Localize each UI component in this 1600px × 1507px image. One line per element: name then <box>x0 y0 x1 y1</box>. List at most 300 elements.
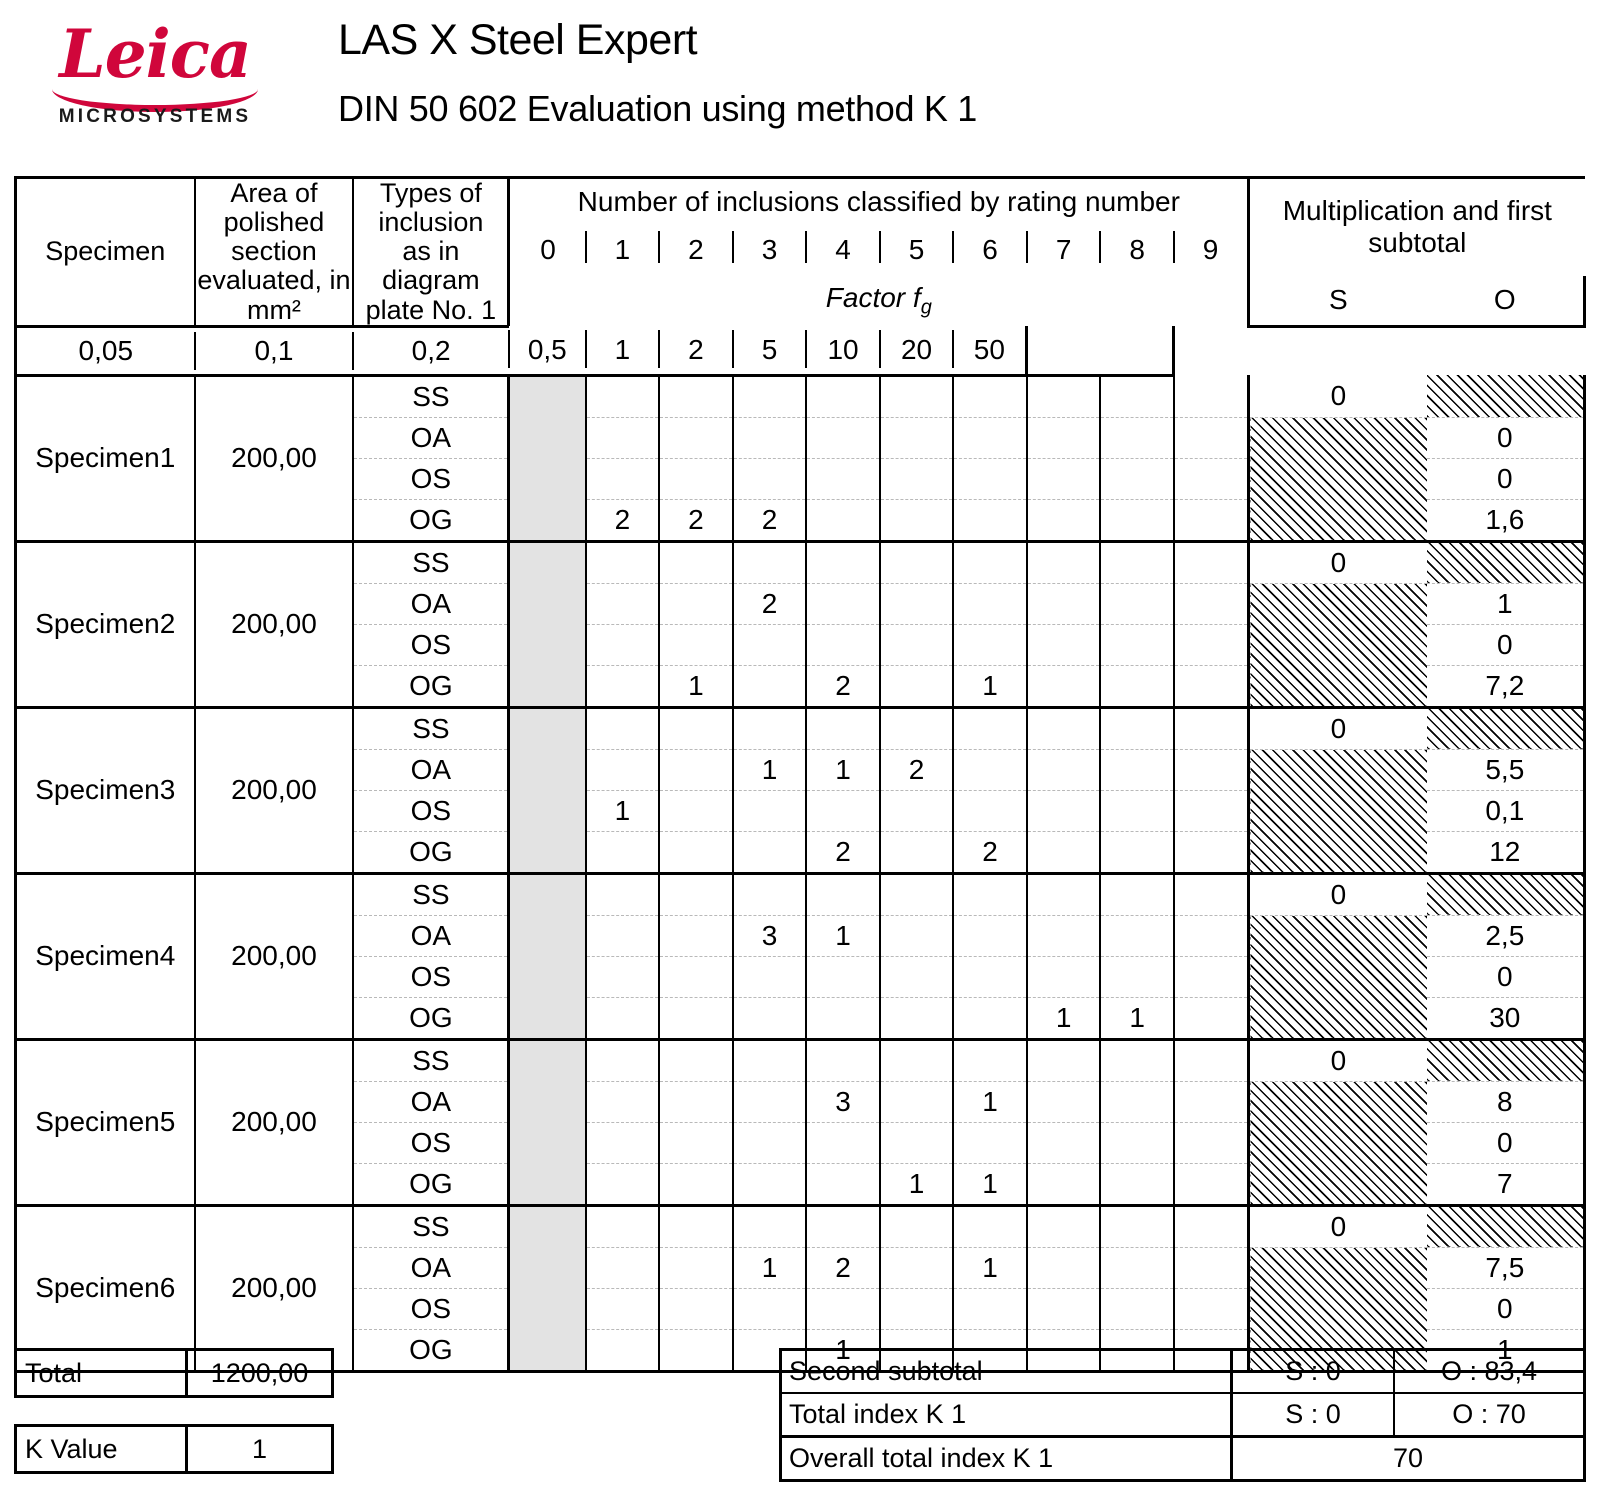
area-line-3: evaluated, in <box>197 265 351 296</box>
types-line-3: diagram <box>382 265 480 296</box>
inclusion-count-cell <box>509 956 586 997</box>
inclusion-count-cell <box>586 1039 660 1081</box>
total-label: Total <box>17 1351 188 1395</box>
inclusion-type-label: OG <box>353 665 509 707</box>
specimen-o-subtotal: 5,5 <box>1427 749 1585 790</box>
inclusion-count-cell <box>733 1205 807 1247</box>
inclusion-count-cell <box>659 707 733 749</box>
inclusion-count-cell <box>1100 956 1174 997</box>
factor-value-9: 50 <box>953 326 1027 375</box>
inclusion-count-cell <box>880 707 954 749</box>
inclusion-count-cell <box>880 831 954 873</box>
area-line-4: mm² <box>246 294 301 325</box>
inclusion-count-cell <box>659 790 733 831</box>
inclusion-count-cell <box>1100 458 1174 499</box>
inclusion-count-cell <box>1027 831 1101 873</box>
factor-values-row <box>16 326 1585 375</box>
inclusion-count-cell <box>509 1247 586 1288</box>
table-row <box>16 541 1585 583</box>
inclusion-count-cell <box>1174 749 1249 790</box>
inclusion-count-cell <box>1027 541 1101 583</box>
inclusion-count-cell <box>1100 707 1174 749</box>
factor-value-1: 0,1 <box>195 326 354 375</box>
inclusion-type-label: OS <box>353 956 509 997</box>
specimen-s-subtotal: 0 <box>1249 707 1427 749</box>
inclusion-type-label: OG <box>353 1163 509 1205</box>
rating-number-8: 8 <box>1100 225 1174 276</box>
specimen-area: 200,00 <box>195 1205 354 1371</box>
inclusion-count-cell: 2 <box>953 831 1027 873</box>
specimen-s-hatched-area <box>1249 1081 1427 1205</box>
col-header-area <box>195 178 354 327</box>
inclusion-type-label: OS <box>353 1122 509 1163</box>
inclusion-count-cell <box>1174 1205 1249 1247</box>
inclusion-count-cell <box>953 997 1027 1039</box>
inclusion-count-cell <box>509 790 586 831</box>
summary-row-total-index <box>782 1394 1583 1438</box>
inclusion-count-cell <box>509 624 586 665</box>
inclusion-count-cell: 3 <box>733 915 807 956</box>
inclusion-count-cell <box>509 749 586 790</box>
inclusion-count-cell <box>1027 417 1101 458</box>
inclusion-count-cell <box>1100 1247 1174 1288</box>
inclusion-type-label: OA <box>353 915 509 956</box>
inclusion-count-cell <box>880 1122 954 1163</box>
inclusion-count-cell <box>509 1205 586 1247</box>
inclusion-count-cell: 1 <box>733 1247 807 1288</box>
overall-index-value: 70 <box>1392 1443 1424 1473</box>
inclusion-count-cell <box>509 1081 586 1122</box>
inclusion-count-cell <box>586 1247 660 1288</box>
inclusion-count-cell <box>659 541 733 583</box>
mult-s-spacer <box>1027 326 1101 375</box>
inclusion-count-cell <box>1100 541 1174 583</box>
inclusion-type-label: OA <box>353 1247 509 1288</box>
factor-value-3: 0,5 <box>509 326 586 375</box>
inclusion-count-cell <box>733 790 807 831</box>
inclusion-count-cell: 1 <box>586 790 660 831</box>
page-title: LAS X Steel Expert <box>338 16 698 64</box>
specimen-o-subtotal: 0 <box>1427 956 1585 997</box>
inclusion-count-cell <box>1174 665 1249 707</box>
inclusion-count-cell <box>1174 458 1249 499</box>
inclusion-count-cell <box>586 665 660 707</box>
second-subtotal-label: Second subtotal <box>782 1351 1233 1392</box>
factor-header-subscript: g <box>920 296 932 319</box>
inclusion-count-cell <box>659 997 733 1039</box>
inclusion-count-cell <box>880 417 954 458</box>
area-line-0: Area of <box>230 178 318 208</box>
specimen-o-subtotal: 7,2 <box>1427 665 1585 707</box>
inclusion-count-cell <box>953 458 1027 499</box>
inclusion-count-cell <box>953 624 1027 665</box>
inclusion-count-cell <box>586 831 660 873</box>
specimen-o-subtotal: 8 <box>1427 1081 1585 1122</box>
inclusion-count-cell <box>953 1122 1027 1163</box>
header-row-group <box>16 178 1585 226</box>
specimen-name: Specimen2 <box>16 541 195 707</box>
inclusion-count-cell <box>1027 956 1101 997</box>
inclusion-count-cell <box>806 417 880 458</box>
inclusion-count-cell: 2 <box>586 499 660 541</box>
specimen-o-subtotal: 0 <box>1427 417 1585 458</box>
inclusion-count-cell: 2 <box>733 499 807 541</box>
inclusion-count-cell <box>953 915 1027 956</box>
inclusion-count-cell <box>509 417 586 458</box>
rating-number-3: 3 <box>733 225 807 276</box>
factor-value-6: 5 <box>733 326 807 375</box>
inclusion-count-cell <box>1027 873 1101 915</box>
inclusion-count-cell <box>659 1122 733 1163</box>
inclusion-type-label: SS <box>353 707 509 749</box>
inclusion-count-cell <box>953 583 1027 624</box>
inclusion-count-cell <box>509 375 586 417</box>
inclusion-count-cell <box>1174 583 1249 624</box>
inclusion-count-cell <box>806 997 880 1039</box>
kvalue-row <box>14 1424 334 1474</box>
inclusion-count-cell <box>806 458 880 499</box>
table-row <box>16 707 1585 749</box>
leica-logo <box>40 8 270 138</box>
inclusion-type-label: SS <box>353 375 509 417</box>
inclusion-count-cell <box>586 915 660 956</box>
inclusion-count-cell <box>1100 499 1174 541</box>
inclusion-count-cell <box>1027 707 1101 749</box>
summary-row-overall-index <box>782 1438 1583 1479</box>
specimen-o-hatched-cell <box>1427 873 1585 915</box>
inclusion-count-cell <box>509 997 586 1039</box>
inclusion-count-cell <box>953 499 1027 541</box>
rating-number-1: 1 <box>586 225 660 276</box>
inclusion-count-cell <box>1174 831 1249 873</box>
leica-microsystems-text: MICROSYSTEMS <box>58 106 252 127</box>
specimen-s-hatched-area <box>1249 749 1427 873</box>
inclusion-count-cell <box>880 375 954 417</box>
inclusion-count-cell <box>953 956 1027 997</box>
inclusion-count-cell: 2 <box>806 1247 880 1288</box>
specimen-o-hatched-cell <box>1427 375 1585 417</box>
specimen-o-hatched-cell <box>1427 1205 1585 1247</box>
inclusion-count-cell <box>1100 1039 1174 1081</box>
table-body <box>16 178 1585 1372</box>
inclusion-count-cell <box>509 1122 586 1163</box>
total-row <box>14 1348 334 1398</box>
inclusion-count-cell <box>509 1163 586 1205</box>
inclusion-count-cell <box>659 583 733 624</box>
inclusion-count-cell <box>509 873 586 915</box>
inclusion-count-cell <box>659 417 733 458</box>
inclusion-count-cell: 1 <box>953 665 1027 707</box>
inclusion-count-cell <box>659 1081 733 1122</box>
inclusion-count-cell <box>586 749 660 790</box>
inclusion-count-cell: 1 <box>806 749 880 790</box>
inclusion-type-label: OG <box>353 499 509 541</box>
inclusion-count-cell <box>733 707 807 749</box>
specimen-s-subtotal: 0 <box>1249 375 1427 417</box>
table-row <box>16 375 1585 417</box>
inclusion-count-cell <box>586 624 660 665</box>
specimen-o-hatched-cell <box>1427 707 1585 749</box>
inclusion-count-cell <box>509 707 586 749</box>
specimen-o-subtotal: 0 <box>1427 624 1585 665</box>
inclusion-count-cell <box>1027 790 1101 831</box>
inclusion-type-label: SS <box>353 1039 509 1081</box>
total-index-label: Total index K 1 <box>782 1394 1233 1435</box>
inclusion-count-cell <box>733 375 807 417</box>
inclusion-count-cell <box>953 375 1027 417</box>
specimen-s-subtotal: 0 <box>1249 873 1427 915</box>
inclusion-count-cell <box>1100 790 1174 831</box>
inclusion-count-cell <box>1100 915 1174 956</box>
inclusion-count-cell <box>806 1122 880 1163</box>
specimen-name: Specimen3 <box>16 707 195 873</box>
inclusion-count-cell <box>1174 1081 1249 1122</box>
inclusion-count-cell: 1 <box>953 1163 1027 1205</box>
inclusion-count-cell <box>659 831 733 873</box>
inclusion-count-cell <box>659 1163 733 1205</box>
inclusion-count-cell <box>1027 375 1101 417</box>
inclusion-type-label: OA <box>353 1081 509 1122</box>
inclusion-count-cell <box>880 458 954 499</box>
specimen-o-hatched-cell <box>1427 541 1585 583</box>
col-header-specimen: Specimen <box>16 178 195 327</box>
inclusion-count-cell <box>806 1288 880 1329</box>
inclusion-count-cell <box>1027 1288 1101 1329</box>
inclusion-count-cell <box>1174 1039 1249 1081</box>
specimen-o-subtotal: 1 <box>1427 1329 1585 1371</box>
inclusion-type-label: OS <box>353 790 509 831</box>
inclusion-count-cell <box>1027 1039 1101 1081</box>
inclusion-count-cell <box>880 1039 954 1081</box>
inclusion-count-cell <box>806 583 880 624</box>
inclusion-count-cell <box>509 831 586 873</box>
inclusion-count-cell: 1 <box>880 1163 954 1205</box>
inclusion-count-cell <box>806 1205 880 1247</box>
inclusion-count-cell <box>586 1205 660 1247</box>
inclusion-count-cell <box>1027 583 1101 624</box>
inclusion-count-cell <box>806 873 880 915</box>
inclusion-count-cell <box>880 997 954 1039</box>
area-line-1: polished <box>223 207 325 238</box>
inclusion-count-cell <box>659 915 733 956</box>
inclusion-count-cell <box>1100 1205 1174 1247</box>
factor-header-label <box>509 276 1249 327</box>
second-subtotal-s: S : 0 <box>1233 1351 1395 1392</box>
factor-value-0: 0,05 <box>16 326 195 375</box>
inclusion-type-label: OG <box>353 1329 509 1371</box>
inclusion-count-cell <box>586 541 660 583</box>
col-header-multiplication: Multiplication and first subtotal <box>1249 178 1585 276</box>
inclusion-count-cell <box>880 915 954 956</box>
specimen-o-subtotal: 1 <box>1427 583 1585 624</box>
inclusion-count-cell <box>953 1288 1027 1329</box>
inclusion-count-cell <box>733 873 807 915</box>
inclusion-count-cell <box>1174 915 1249 956</box>
leica-wordmark: Leica <box>59 15 251 93</box>
inclusion-type-label: SS <box>353 1205 509 1247</box>
factor-value-2: 0,2 <box>353 326 509 375</box>
col-header-inclusions-group: Number of inclusions classified by rating number <box>509 178 1249 226</box>
total-box <box>14 1348 334 1398</box>
inclusion-count-cell <box>586 707 660 749</box>
inclusion-count-cell <box>1027 749 1101 790</box>
inclusion-count-cell <box>806 790 880 831</box>
specimen-s-subtotal: 0 <box>1249 1205 1427 1247</box>
inclusion-count-cell <box>733 831 807 873</box>
inclusion-count-cell <box>733 458 807 499</box>
specimen-name: Specimen5 <box>16 1039 195 1205</box>
inclusion-count-cell: 1 <box>806 915 880 956</box>
inclusion-count-cell <box>1174 1163 1249 1205</box>
inclusion-type-label: OA <box>353 749 509 790</box>
specimen-o-subtotal: 1,6 <box>1427 499 1585 541</box>
inclusion-count-cell <box>953 749 1027 790</box>
inclusion-count-cell <box>880 665 954 707</box>
rating-number-0: 0 <box>509 225 586 276</box>
rating-number-2: 2 <box>659 225 733 276</box>
inclusion-count-cell <box>509 1288 586 1329</box>
inclusion-count-cell <box>586 1163 660 1205</box>
total-index-s: S : 0 <box>1233 1394 1395 1435</box>
rating-number-7: 7 <box>1027 225 1101 276</box>
inclusion-count-cell <box>1100 831 1174 873</box>
inclusion-count-cell <box>880 499 954 541</box>
inclusion-count-cell <box>1174 707 1249 749</box>
inclusion-count-cell <box>1174 997 1249 1039</box>
inclusion-count-cell: 2 <box>806 831 880 873</box>
inclusion-count-cell <box>586 1288 660 1329</box>
mult-o-header: O <box>1427 276 1585 327</box>
inclusion-count-cell <box>1027 1081 1101 1122</box>
inclusion-count-cell <box>953 1039 1027 1081</box>
inclusion-type-label: OS <box>353 1288 509 1329</box>
inclusion-count-cell <box>880 1081 954 1122</box>
inclusion-count-cell <box>1027 665 1101 707</box>
inclusion-count-cell <box>1027 1247 1101 1288</box>
inclusion-count-cell <box>880 624 954 665</box>
inclusion-count-cell <box>733 1122 807 1163</box>
inclusion-count-cell <box>1174 790 1249 831</box>
rating-number-9: 9 <box>1174 225 1249 276</box>
inclusion-count-cell <box>1174 1247 1249 1288</box>
inclusion-count-cell <box>1027 458 1101 499</box>
specimen-s-hatched-area <box>1249 583 1427 707</box>
types-line-1: inclusion <box>378 207 484 238</box>
inclusion-count-cell <box>659 956 733 997</box>
inclusion-count-cell <box>509 541 586 583</box>
rating-number-5: 5 <box>880 225 954 276</box>
inclusion-type-label: OA <box>353 583 509 624</box>
inclusion-count-cell <box>1174 624 1249 665</box>
inclusion-count-cell <box>586 997 660 1039</box>
mult-s-header: S <box>1249 276 1427 327</box>
inclusion-count-cell <box>659 1288 733 1329</box>
inclusion-count-cell <box>586 458 660 499</box>
inclusion-count-cell: 1 <box>806 1329 880 1371</box>
inclusion-count-cell <box>659 1205 733 1247</box>
document-header <box>0 0 1600 168</box>
inclusion-count-cell <box>1100 1163 1174 1205</box>
inclusion-count-cell <box>1174 499 1249 541</box>
inclusion-count-cell <box>586 873 660 915</box>
inclusion-count-cell <box>806 541 880 583</box>
inclusion-count-cell <box>1100 375 1174 417</box>
inclusion-type-label: SS <box>353 541 509 583</box>
inclusion-count-cell: 2 <box>733 583 807 624</box>
specimen-name: Specimen1 <box>16 375 195 541</box>
inclusion-count-cell <box>659 873 733 915</box>
inclusion-count-cell <box>659 375 733 417</box>
inclusion-count-cell <box>1174 375 1249 417</box>
factor-value-8: 20 <box>880 326 954 375</box>
inclusion-count-cell <box>953 541 1027 583</box>
inclusion-count-cell <box>733 997 807 1039</box>
inclusion-type-label: OS <box>353 624 509 665</box>
inclusion-count-cell <box>509 915 586 956</box>
inclusion-type-label: OA <box>353 417 509 458</box>
specimen-area: 200,00 <box>195 873 354 1039</box>
specimen-area: 200,00 <box>195 707 354 873</box>
inclusion-count-cell <box>880 956 954 997</box>
inclusion-count-cell <box>1174 1122 1249 1163</box>
area-line-2: section <box>231 236 317 267</box>
inclusion-count-cell: 1 <box>953 1081 1027 1122</box>
inclusion-count-cell <box>1174 956 1249 997</box>
specimen-o-subtotal: 7 <box>1427 1163 1585 1205</box>
specimen-o-subtotal: 30 <box>1427 997 1585 1039</box>
inclusion-count-cell <box>733 665 807 707</box>
specimen-s-hatched-area <box>1249 417 1427 541</box>
inclusion-count-cell: 1 <box>953 1247 1027 1288</box>
inclusion-count-cell <box>806 1039 880 1081</box>
kvalue-value: 1 <box>251 1433 268 1464</box>
inclusion-count-cell <box>733 1288 807 1329</box>
kvalue-label: K Value <box>17 1427 188 1471</box>
rating-number-4: 4 <box>806 225 880 276</box>
types-line-0: Types of <box>379 178 482 208</box>
inclusion-count-cell <box>509 665 586 707</box>
specimen-name: Specimen6 <box>16 1205 195 1371</box>
specimen-o-subtotal: 2,5 <box>1427 915 1585 956</box>
summary-box <box>779 1348 1586 1482</box>
inclusion-count-cell <box>586 1122 660 1163</box>
summary-row-second-subtotal <box>782 1351 1583 1394</box>
specimen-o-subtotal: 0 <box>1427 458 1585 499</box>
inclusion-count-cell: 1 <box>733 749 807 790</box>
inclusion-count-cell <box>1100 749 1174 790</box>
inclusion-count-cell <box>586 956 660 997</box>
specimen-s-subtotal: 0 <box>1249 541 1427 583</box>
inclusion-count-cell <box>1100 583 1174 624</box>
inclusion-count-cell <box>1027 1163 1101 1205</box>
inclusion-count-cell <box>953 707 1027 749</box>
specimen-o-subtotal: 0 <box>1427 1288 1585 1329</box>
inclusion-count-cell <box>1027 915 1101 956</box>
inclusion-type-label: OG <box>353 831 509 873</box>
inclusion-count-cell <box>806 707 880 749</box>
specimen-o-subtotal: 0,1 <box>1427 790 1585 831</box>
factor-value-4: 1 <box>586 326 660 375</box>
inclusion-count-cell <box>1100 1081 1174 1122</box>
rating-number-6: 6 <box>953 225 1027 276</box>
inclusion-count-cell: 1 <box>1100 997 1174 1039</box>
second-subtotal-o: O : 83,4 <box>1440 1356 1538 1386</box>
inclusion-count-cell: 2 <box>659 499 733 541</box>
inclusion-count-cell <box>953 873 1027 915</box>
table-row <box>16 1039 1585 1081</box>
inclusion-count-cell <box>1174 541 1249 583</box>
inclusion-count-cell <box>880 790 954 831</box>
